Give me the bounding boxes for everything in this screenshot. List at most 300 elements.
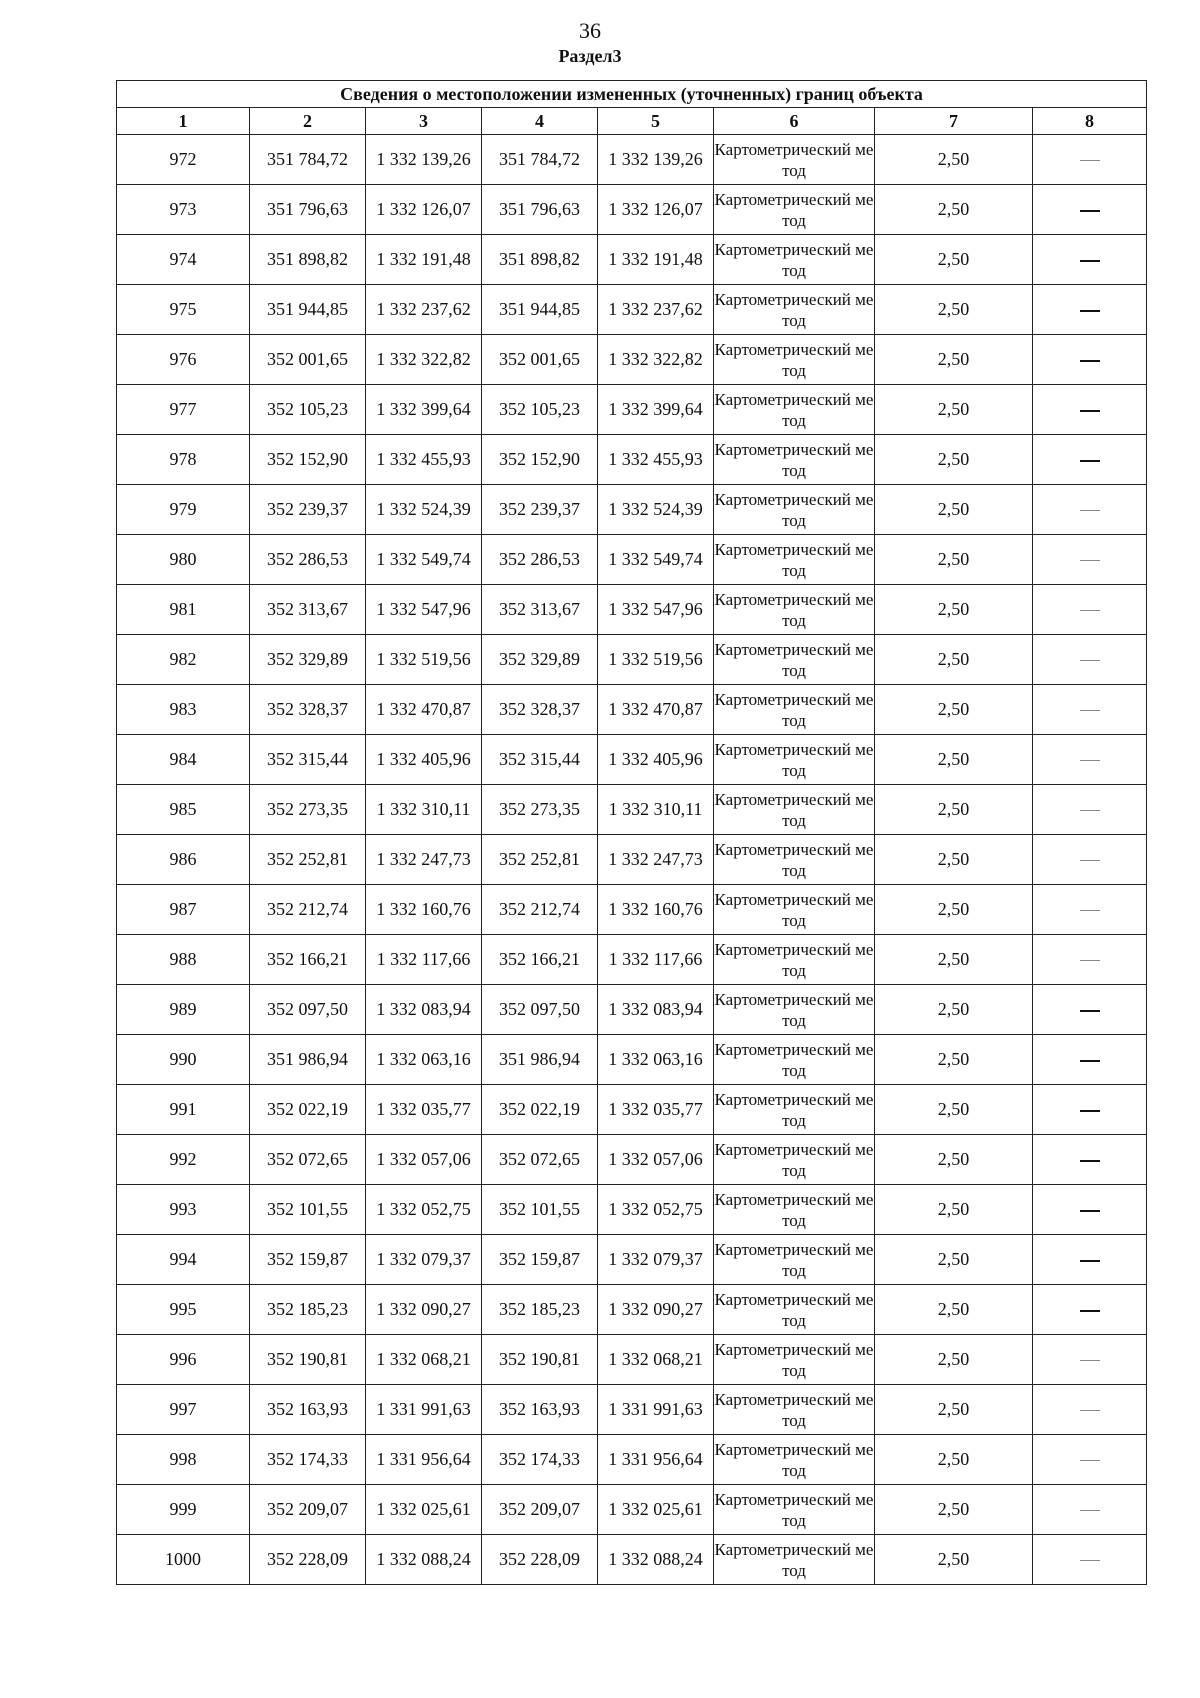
note-cell: [1033, 985, 1147, 1035]
y-coordinate-cell: 1 332 160,76: [366, 885, 482, 935]
point-number-cell: 976: [117, 335, 250, 385]
x-coordinate-refined-cell: 351 898,82: [482, 235, 598, 285]
section-title: Раздел3: [558, 46, 622, 66]
method-cell: Картометрический метод: [714, 585, 875, 635]
x-coordinate-refined-cell: 352 022,19: [482, 1085, 598, 1135]
y-coordinate-cell: 1 332 088,24: [366, 1535, 482, 1585]
x-coordinate-refined-cell: 352 190,81: [482, 1335, 598, 1385]
y-coordinate-cell: 1 332 079,37: [366, 1235, 482, 1285]
x-coordinate-cell: 352 001,65: [250, 335, 366, 385]
point-number-cell: 999: [117, 1485, 250, 1535]
note-cell: [1033, 435, 1147, 485]
table-row: [117, 1535, 1147, 1585]
y-coordinate-cell: 1 332 524,39: [366, 485, 482, 535]
note-cell: [1033, 1185, 1147, 1235]
method-cell: Картометрический метод: [714, 335, 875, 385]
point-number-cell: 977: [117, 385, 250, 435]
accuracy-cell: 2,50: [875, 585, 1033, 635]
dash-mark: [1080, 660, 1100, 661]
accuracy-cell: 2,50: [875, 1535, 1033, 1585]
dash-mark: [1080, 1060, 1100, 1062]
x-coordinate-refined-cell: 352 228,09: [482, 1535, 598, 1585]
accuracy-cell: 2,50: [875, 735, 1033, 785]
y-coordinate-refined-cell: 1 332 126,07: [598, 185, 714, 235]
dash-mark: [1080, 1260, 1100, 1262]
note-cell: [1033, 285, 1147, 335]
dash-mark: [1080, 160, 1100, 161]
note-cell: [1033, 935, 1147, 985]
y-coordinate-cell: 1 331 956,64: [366, 1435, 482, 1485]
point-number-cell: 978: [117, 435, 250, 485]
point-number-cell: 998: [117, 1435, 250, 1485]
table-row: [117, 435, 1147, 485]
y-coordinate-refined-cell: 1 332 519,56: [598, 635, 714, 685]
method-cell: Картометрический метод: [714, 1285, 875, 1335]
point-number-cell: 1000: [117, 1535, 250, 1585]
x-coordinate-refined-cell: 351 796,63: [482, 185, 598, 235]
accuracy-cell: 2,50: [875, 1085, 1033, 1135]
method-cell: Картометрический метод: [714, 535, 875, 585]
y-coordinate-cell: 1 332 322,82: [366, 335, 482, 385]
table-row: [117, 1185, 1147, 1235]
point-number-cell: 990: [117, 1035, 250, 1085]
note-cell: [1033, 885, 1147, 935]
dash-mark: [1080, 410, 1100, 412]
x-coordinate-refined-cell: 352 105,23: [482, 385, 598, 435]
y-coordinate-refined-cell: 1 332 079,37: [598, 1235, 714, 1285]
accuracy-cell: 2,50: [875, 1485, 1033, 1535]
method-cell: Картометрический метод: [714, 185, 875, 235]
table-row: [117, 1485, 1147, 1535]
point-number-cell: 992: [117, 1135, 250, 1185]
table-row: [117, 185, 1147, 235]
table-row: [117, 885, 1147, 935]
dash-mark: [1080, 1210, 1100, 1212]
y-coordinate-cell: 1 332 470,87: [366, 685, 482, 735]
accuracy-cell: 2,50: [875, 935, 1033, 985]
note-cell: [1033, 1085, 1147, 1135]
method-cell: Картометрический метод: [714, 385, 875, 435]
y-coordinate-cell: 1 332 237,62: [366, 285, 482, 335]
x-coordinate-refined-cell: 352 209,07: [482, 1485, 598, 1535]
x-coordinate-cell: 352 105,23: [250, 385, 366, 435]
x-coordinate-cell: 352 101,55: [250, 1185, 366, 1235]
note-cell: [1033, 1235, 1147, 1285]
y-coordinate-cell: 1 332 068,21: [366, 1335, 482, 1385]
method-cell: Картометрический метод: [714, 685, 875, 735]
point-number-cell: 975: [117, 285, 250, 335]
accuracy-cell: 2,50: [875, 285, 1033, 335]
accuracy-cell: 2,50: [875, 885, 1033, 935]
table-row: [117, 1285, 1147, 1335]
x-coordinate-refined-cell: 351 944,85: [482, 285, 598, 335]
point-number-cell: 994: [117, 1235, 250, 1285]
x-coordinate-cell: 352 315,44: [250, 735, 366, 785]
dash-mark: [1080, 1560, 1100, 1561]
table-row: [117, 785, 1147, 835]
dash-mark: [1080, 1360, 1100, 1361]
method-cell: Картометрический метод: [714, 1135, 875, 1185]
dash-mark: [1080, 310, 1100, 312]
method-cell: Картометрический метод: [714, 1235, 875, 1285]
dash-mark: [1080, 760, 1100, 761]
y-coordinate-cell: 1 332 090,27: [366, 1285, 482, 1335]
x-coordinate-refined-cell: 352 152,90: [482, 435, 598, 485]
point-number-cell: 982: [117, 635, 250, 685]
note-cell: [1033, 535, 1147, 585]
table-row: [117, 1385, 1147, 1435]
column-number-5: 5: [598, 108, 714, 135]
x-coordinate-cell: 352 252,81: [250, 835, 366, 885]
table-row: [117, 935, 1147, 985]
point-number-cell: 989: [117, 985, 250, 1035]
method-cell: Картометрический метод: [714, 1385, 875, 1435]
table-row: [117, 535, 1147, 585]
note-cell: [1033, 235, 1147, 285]
column-number-7: 7: [875, 108, 1033, 135]
x-coordinate-cell: 352 273,35: [250, 785, 366, 835]
x-coordinate-cell: 352 209,07: [250, 1485, 366, 1535]
x-coordinate-cell: 352 152,90: [250, 435, 366, 485]
note-cell: [1033, 1135, 1147, 1185]
x-coordinate-refined-cell: 352 273,35: [482, 785, 598, 835]
dash-mark: [1080, 510, 1100, 511]
x-coordinate-refined-cell: 352 315,44: [482, 735, 598, 785]
page-number: 36: [579, 18, 601, 43]
y-coordinate-refined-cell: 1 332 088,24: [598, 1535, 714, 1585]
y-coordinate-cell: 1 332 549,74: [366, 535, 482, 585]
point-number-cell: 973: [117, 185, 250, 235]
table-row: [117, 735, 1147, 785]
note-cell: [1033, 335, 1147, 385]
method-cell: Картометрический метод: [714, 1535, 875, 1585]
y-coordinate-refined-cell: 1 331 991,63: [598, 1385, 714, 1435]
note-cell: [1033, 585, 1147, 635]
dash-mark: [1080, 860, 1100, 861]
note-cell: [1033, 685, 1147, 735]
y-coordinate-cell: 1 332 139,26: [366, 135, 482, 185]
point-number-cell: 984: [117, 735, 250, 785]
method-cell: Картометрический метод: [714, 285, 875, 335]
x-coordinate-refined-cell: 352 212,74: [482, 885, 598, 935]
method-cell: Картометрический метод: [714, 735, 875, 785]
dash-mark: [1080, 1510, 1100, 1511]
table-row: [117, 235, 1147, 285]
y-coordinate-cell: 1 332 126,07: [366, 185, 482, 235]
table-row: [117, 1135, 1147, 1185]
note-cell: [1033, 485, 1147, 535]
column-number-row: [117, 108, 1147, 135]
y-coordinate-cell: 1 332 519,56: [366, 635, 482, 685]
method-cell: Картометрический метод: [714, 785, 875, 835]
point-number-cell: 996: [117, 1335, 250, 1385]
x-coordinate-cell: 352 212,74: [250, 885, 366, 935]
x-coordinate-refined-cell: 352 252,81: [482, 835, 598, 885]
y-coordinate-cell: 1 332 083,94: [366, 985, 482, 1035]
dash-mark: [1080, 1160, 1100, 1162]
method-cell: Картометрический метод: [714, 135, 875, 185]
x-coordinate-refined-cell: 352 166,21: [482, 935, 598, 985]
table-row: [117, 835, 1147, 885]
y-coordinate-refined-cell: 1 332 025,61: [598, 1485, 714, 1535]
note-cell: [1033, 1285, 1147, 1335]
y-coordinate-refined-cell: 1 332 310,11: [598, 785, 714, 835]
y-coordinate-cell: 1 332 025,61: [366, 1485, 482, 1535]
table-row: [117, 1085, 1147, 1135]
note-cell: [1033, 735, 1147, 785]
y-coordinate-refined-cell: 1 332 191,48: [598, 235, 714, 285]
note-cell: [1033, 1485, 1147, 1535]
table-row: [117, 135, 1147, 185]
note-cell: [1033, 185, 1147, 235]
table-row: [117, 985, 1147, 1035]
y-coordinate-refined-cell: 1 332 405,96: [598, 735, 714, 785]
x-coordinate-refined-cell: 352 329,89: [482, 635, 598, 685]
boundary-coordinates-table: [116, 80, 1147, 1585]
method-cell: Картометрический метод: [714, 635, 875, 685]
dash-mark: [1080, 560, 1100, 561]
point-number-cell: 972: [117, 135, 250, 185]
x-coordinate-cell: 352 329,89: [250, 635, 366, 685]
y-coordinate-refined-cell: 1 332 139,26: [598, 135, 714, 185]
table-row: [117, 1435, 1147, 1485]
y-coordinate-refined-cell: 1 332 247,73: [598, 835, 714, 885]
dash-mark: [1080, 710, 1100, 711]
note-cell: [1033, 1385, 1147, 1435]
column-number-2: 2: [250, 108, 366, 135]
method-cell: Картометрический метод: [714, 435, 875, 485]
x-coordinate-refined-cell: 352 159,87: [482, 1235, 598, 1285]
table-row: [117, 685, 1147, 735]
table-row: [117, 1235, 1147, 1285]
point-number-cell: 985: [117, 785, 250, 835]
x-coordinate-refined-cell: 352 328,37: [482, 685, 598, 735]
y-coordinate-cell: 1 332 052,75: [366, 1185, 482, 1235]
accuracy-cell: 2,50: [875, 1385, 1033, 1435]
y-coordinate-refined-cell: 1 332 090,27: [598, 1285, 714, 1335]
x-coordinate-refined-cell: 352 072,65: [482, 1135, 598, 1185]
y-coordinate-cell: 1 332 057,06: [366, 1135, 482, 1185]
dash-mark: [1080, 610, 1100, 611]
x-coordinate-refined-cell: 352 001,65: [482, 335, 598, 385]
method-cell: Картометрический метод: [714, 835, 875, 885]
table-row: [117, 1035, 1147, 1085]
point-number-cell: 981: [117, 585, 250, 635]
x-coordinate-refined-cell: 352 097,50: [482, 985, 598, 1035]
y-coordinate-cell: 1 332 117,66: [366, 935, 482, 985]
note-cell: [1033, 835, 1147, 885]
x-coordinate-cell: 352 228,09: [250, 1535, 366, 1585]
accuracy-cell: 2,50: [875, 135, 1033, 185]
x-coordinate-refined-cell: 352 163,93: [482, 1385, 598, 1435]
y-coordinate-cell: 1 332 310,11: [366, 785, 482, 835]
y-coordinate-cell: 1 332 035,77: [366, 1085, 482, 1135]
point-number-cell: 980: [117, 535, 250, 585]
method-cell: Картометрический метод: [714, 1035, 875, 1085]
method-cell: Картометрический метод: [714, 1335, 875, 1385]
accuracy-cell: 2,50: [875, 385, 1033, 435]
y-coordinate-cell: 1 331 991,63: [366, 1385, 482, 1435]
accuracy-cell: 2,50: [875, 1285, 1033, 1335]
accuracy-cell: 2,50: [875, 685, 1033, 735]
point-number-cell: 991: [117, 1085, 250, 1135]
column-number-6: 6: [714, 108, 875, 135]
note-cell: [1033, 785, 1147, 835]
point-number-cell: 979: [117, 485, 250, 535]
y-coordinate-cell: 1 332 399,64: [366, 385, 482, 435]
x-coordinate-cell: 352 239,37: [250, 485, 366, 535]
method-cell: Картометрический метод: [714, 1485, 875, 1535]
dash-mark: [1080, 1460, 1100, 1461]
note-cell: [1033, 1535, 1147, 1585]
method-cell: Картометрический метод: [714, 935, 875, 985]
point-number-cell: 993: [117, 1185, 250, 1235]
note-cell: [1033, 635, 1147, 685]
method-cell: Картометрический метод: [714, 1435, 875, 1485]
table-row: [117, 335, 1147, 385]
point-number-cell: 988: [117, 935, 250, 985]
x-coordinate-refined-cell: 352 174,33: [482, 1435, 598, 1485]
y-coordinate-refined-cell: 1 332 117,66: [598, 935, 714, 985]
y-coordinate-refined-cell: 1 332 057,06: [598, 1135, 714, 1185]
x-coordinate-cell: 352 166,21: [250, 935, 366, 985]
accuracy-cell: 2,50: [875, 1235, 1033, 1285]
x-coordinate-cell: 352 022,19: [250, 1085, 366, 1135]
dash-mark: [1080, 1010, 1100, 1012]
x-coordinate-cell: 352 328,37: [250, 685, 366, 735]
x-coordinate-cell: 352 097,50: [250, 985, 366, 1035]
x-coordinate-cell: 352 072,65: [250, 1135, 366, 1185]
x-coordinate-cell: 351 944,85: [250, 285, 366, 335]
x-coordinate-refined-cell: 352 313,67: [482, 585, 598, 635]
x-coordinate-cell: 351 986,94: [250, 1035, 366, 1085]
dash-mark: [1080, 910, 1100, 911]
column-number-4: 4: [482, 108, 598, 135]
x-coordinate-refined-cell: 351 986,94: [482, 1035, 598, 1085]
x-coordinate-refined-cell: 352 239,37: [482, 485, 598, 535]
y-coordinate-cell: 1 332 547,96: [366, 585, 482, 635]
y-coordinate-refined-cell: 1 332 455,93: [598, 435, 714, 485]
point-number-cell: 997: [117, 1385, 250, 1435]
y-coordinate-refined-cell: 1 332 322,82: [598, 335, 714, 385]
y-coordinate-cell: 1 332 455,93: [366, 435, 482, 485]
dash-mark: [1080, 1310, 1100, 1312]
accuracy-cell: 2,50: [875, 185, 1033, 235]
point-number-cell: 983: [117, 685, 250, 735]
accuracy-cell: 2,50: [875, 635, 1033, 685]
x-coordinate-cell: 352 190,81: [250, 1335, 366, 1385]
accuracy-cell: 2,50: [875, 785, 1033, 835]
column-number-3: 3: [366, 108, 482, 135]
column-number-1: 1: [117, 108, 250, 135]
accuracy-cell: 2,50: [875, 985, 1033, 1035]
x-coordinate-cell: 352 174,33: [250, 1435, 366, 1485]
dash-mark: [1080, 210, 1100, 212]
dash-mark: [1080, 260, 1100, 262]
accuracy-cell: 2,50: [875, 235, 1033, 285]
y-coordinate-refined-cell: 1 332 160,76: [598, 885, 714, 935]
y-coordinate-cell: 1 332 063,16: [366, 1035, 482, 1085]
table-row: [117, 285, 1147, 335]
point-number-cell: 987: [117, 885, 250, 935]
table-body: [117, 135, 1147, 1585]
y-coordinate-refined-cell: 1 332 549,74: [598, 535, 714, 585]
note-cell: [1033, 1035, 1147, 1085]
accuracy-cell: 2,50: [875, 485, 1033, 535]
x-coordinate-refined-cell: 352 286,53: [482, 535, 598, 585]
y-coordinate-refined-cell: 1 331 956,64: [598, 1435, 714, 1485]
point-number-cell: 974: [117, 235, 250, 285]
y-coordinate-cell: 1 332 247,73: [366, 835, 482, 885]
x-coordinate-cell: 351 796,63: [250, 185, 366, 235]
x-coordinate-cell: 352 163,93: [250, 1385, 366, 1435]
method-cell: Картометрический метод: [714, 1185, 875, 1235]
y-coordinate-cell: 1 332 405,96: [366, 735, 482, 785]
accuracy-cell: 2,50: [875, 435, 1033, 485]
note-cell: [1033, 1335, 1147, 1385]
note-cell: [1033, 1435, 1147, 1485]
x-coordinate-cell: 352 159,87: [250, 1235, 366, 1285]
point-number-cell: 995: [117, 1285, 250, 1335]
y-coordinate-cell: 1 332 191,48: [366, 235, 482, 285]
x-coordinate-cell: 351 898,82: [250, 235, 366, 285]
accuracy-cell: 2,50: [875, 335, 1033, 385]
table-row: [117, 485, 1147, 535]
method-cell: Картометрический метод: [714, 985, 875, 1035]
dash-mark: [1080, 1410, 1100, 1411]
dash-mark: [1080, 460, 1100, 462]
x-coordinate-cell: 352 313,67: [250, 585, 366, 635]
method-cell: Картометрический метод: [714, 485, 875, 535]
table-row: [117, 385, 1147, 435]
dash-mark: [1080, 810, 1100, 811]
column-number-8: 8: [1033, 108, 1147, 135]
y-coordinate-refined-cell: 1 332 035,77: [598, 1085, 714, 1135]
y-coordinate-refined-cell: 1 332 068,21: [598, 1335, 714, 1385]
table-row: [117, 1335, 1147, 1385]
dash-mark: [1080, 360, 1100, 362]
y-coordinate-refined-cell: 1 332 524,39: [598, 485, 714, 535]
accuracy-cell: 2,50: [875, 1185, 1033, 1235]
note-cell: [1033, 135, 1147, 185]
accuracy-cell: 2,50: [875, 1135, 1033, 1185]
y-coordinate-refined-cell: 1 332 547,96: [598, 585, 714, 635]
x-coordinate-refined-cell: 351 784,72: [482, 135, 598, 185]
method-cell: Картометрический метод: [714, 1085, 875, 1135]
method-cell: Картометрический метод: [714, 235, 875, 285]
accuracy-cell: 2,50: [875, 1035, 1033, 1085]
x-coordinate-refined-cell: 352 185,23: [482, 1285, 598, 1335]
x-coordinate-refined-cell: 352 101,55: [482, 1185, 598, 1235]
y-coordinate-refined-cell: 1 332 399,64: [598, 385, 714, 435]
y-coordinate-refined-cell: 1 332 470,87: [598, 685, 714, 735]
table-row: [117, 585, 1147, 635]
y-coordinate-refined-cell: 1 332 052,75: [598, 1185, 714, 1235]
accuracy-cell: 2,50: [875, 535, 1033, 585]
y-coordinate-refined-cell: 1 332 083,94: [598, 985, 714, 1035]
x-coordinate-cell: 352 185,23: [250, 1285, 366, 1335]
x-coordinate-cell: 351 784,72: [250, 135, 366, 185]
table-caption: Сведения о местоположении измененных (уточненных) границ объекта: [117, 81, 1147, 108]
point-number-cell: 986: [117, 835, 250, 885]
note-cell: [1033, 385, 1147, 435]
accuracy-cell: 2,50: [875, 835, 1033, 885]
y-coordinate-refined-cell: 1 332 237,62: [598, 285, 714, 335]
dash-mark: [1080, 1110, 1100, 1112]
table-row: [117, 635, 1147, 685]
x-coordinate-cell: 352 286,53: [250, 535, 366, 585]
y-coordinate-refined-cell: 1 332 063,16: [598, 1035, 714, 1085]
